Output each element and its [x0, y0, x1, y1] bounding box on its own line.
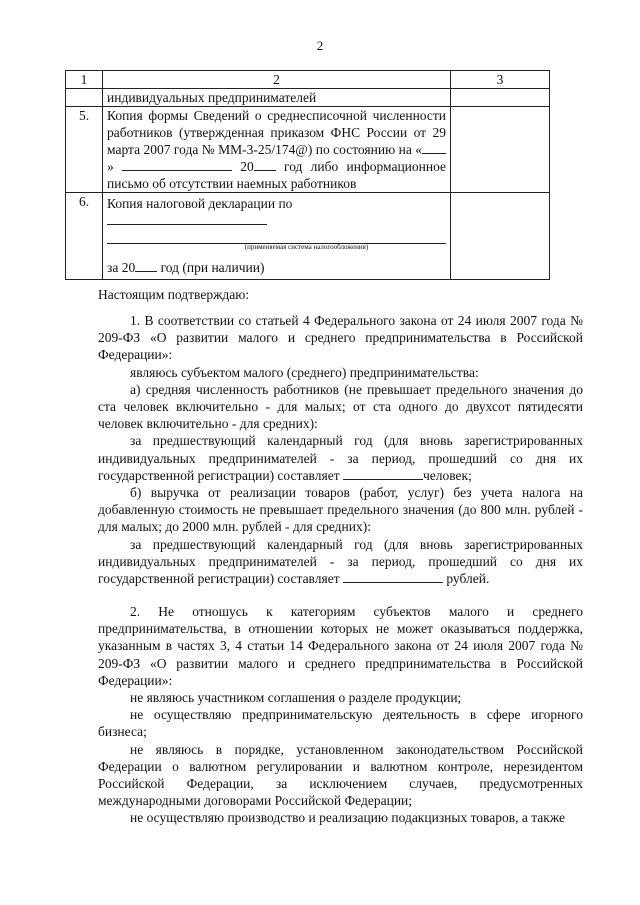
row-5-description: Копия формы Сведений о среднесписочной численности работников (утвержденная приказом ФНС России от 29 марта 2007 года № ММ-3-25/174@) по состоянию на «» 20 год либо информационное письмо об отсутствии наемных работников: [103, 107, 451, 193]
paragraph-3: а) средняя численность работников (не превышает предельного значения до ста человек включительно - для малых; от ста одного до двухсот пятидесяти человек включительно - для средних):: [98, 381, 583, 432]
month-blank[interactable]: [122, 158, 232, 171]
row-6-number: 6.: [66, 193, 103, 280]
table-row-continuation: [66, 89, 550, 107]
paragraph-11: не осуществляю производство и реализацию подакцизных товаров, а также: [130, 810, 565, 826]
revenue-blank[interactable]: [343, 570, 443, 583]
section-1: [98, 312, 583, 587]
documents-table: [65, 70, 550, 280]
paragraph-1: 1. В соответствии со статьей 4 Федерального закона от 24 июля 2007 года № 209-ФЗ «О развитии малого и среднего предпринимательства в Российской Федерации»:: [98, 313, 583, 363]
paragraph-6: за предшествующий календарный год (для вновь зарегистрированных индивидуальных предпринимателей - за период, прошедший со дня их государственной регистрации) составляет рублей.: [98, 536, 583, 587]
confirm-heading: Настоящим подтверждаю:: [98, 287, 250, 302]
row-continuation-text: индивидуальных предпринимателей: [103, 89, 451, 107]
paragraph-9: не осуществляю предпринимательскую деятельность в сфере игорного бизнеса;: [98, 707, 583, 740]
header-col-3: 3: [451, 71, 550, 89]
row-5-number: 5.: [66, 107, 103, 193]
section-2: [98, 603, 583, 827]
day-blank[interactable]: [422, 141, 446, 154]
paragraph-7: 2. Не отношусь к категориям субъектов малого и среднего предпринимательства, в отношении которых не может оказываться поддержка, указанным в частях 3, 4 статьи 14 Федерального закона от 24 июля 2007 года № 209-ФЗ «О развитии малого и среднего предпринимательства в Российской Федерации»:: [98, 604, 583, 688]
table-row-6: [66, 193, 550, 280]
header-col-1: 1: [66, 71, 103, 89]
page-number: 2: [316, 38, 324, 53]
tax-system-blank-1[interactable]: [107, 212, 267, 225]
year-blank[interactable]: [254, 158, 276, 171]
header-col-2: 2: [103, 71, 451, 89]
paragraph-10: не являюсь в порядке, установленном законодательством Российской Федерации о валютном регулировании и валютном контроле, нерезидентом Российской Федерации, за исключением случаев, предусмотренных международными договорами Российской Федерации;: [98, 741, 583, 809]
table-row-5: [66, 107, 550, 193]
tax-system-caption: (применяемая система налогообложения): [244, 243, 369, 251]
paragraph-5: б) выручка от реализации товаров (работ, услуг) без учета налога на добавленную стоимость не превышает предельного значения (до 800 млн. рублей - для малых; до 2000 млн. рублей - для средних):: [98, 485, 583, 535]
declaration-year-blank[interactable]: [135, 259, 157, 272]
employees-count-blank[interactable]: [343, 467, 423, 480]
table-header-row: [66, 71, 550, 89]
paragraph-2: являюсь субъектом малого (среднего) предпринимательства:: [130, 364, 479, 380]
paragraph-8: не являюсь участником соглашения о разделе продукции;: [130, 690, 462, 706]
row-6-description: Копия налоговой декларации по (применяемая система налогообложения) за 20 год (при наличии): [103, 193, 451, 280]
paragraph-4: за предшествующий календарный год (для вновь зарегистрированных индивидуальных предпринимателей - за период, прошедший со дня их государственной регистрации) составляет человек;: [98, 433, 583, 483]
